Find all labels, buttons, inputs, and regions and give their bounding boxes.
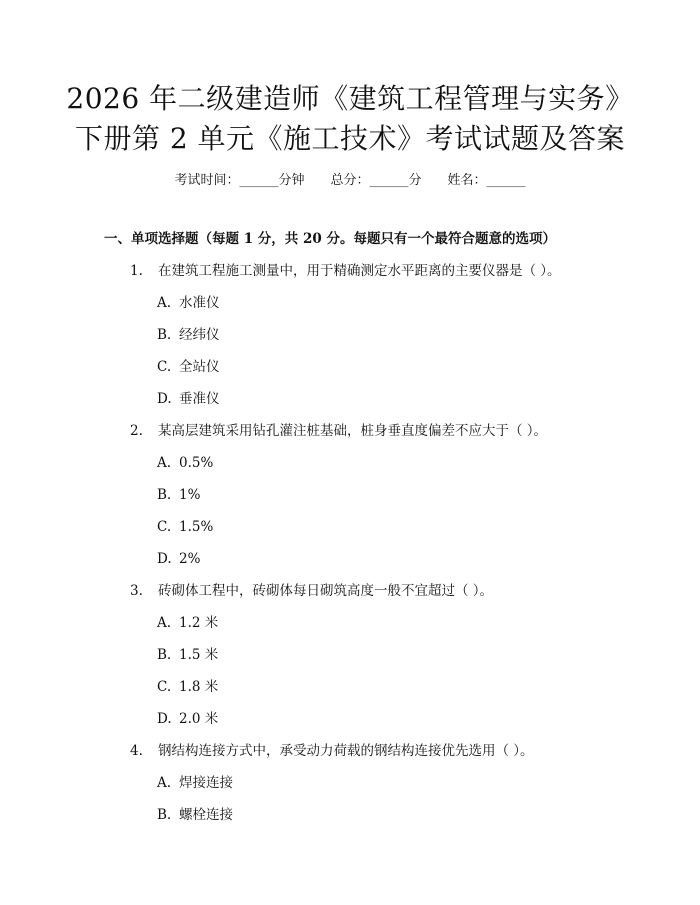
question-4 xyxy=(130,742,534,760)
option-letter: A. xyxy=(157,295,172,311)
option-letter: D. xyxy=(157,391,172,407)
option-letter: C. xyxy=(157,519,172,535)
question-2-option-a xyxy=(157,454,213,472)
question-2 xyxy=(130,422,547,440)
option-text: 1.5 米 xyxy=(179,647,219,663)
option-text: 1.5% xyxy=(179,519,214,535)
question-2-option-c xyxy=(157,518,213,536)
option-letter: A. xyxy=(157,775,172,791)
option-text: 经纬仪 xyxy=(179,327,220,343)
option-letter: B. xyxy=(157,647,172,663)
question-1-option-b xyxy=(157,326,220,344)
question-1-option-c xyxy=(157,358,220,376)
option-text: 水准仪 xyxy=(179,295,220,311)
option-text: 螺栓连接 xyxy=(179,807,233,823)
question-2-option-b xyxy=(157,486,200,504)
question-text: 某高层建筑采用钻孔灌注桩基础，桩身垂直度偏差不应大于（ ）。 xyxy=(158,423,548,439)
option-text: 1.8 米 xyxy=(179,679,219,695)
question-text: 钢结构连接方式中，承受动力荷载的钢结构连接优先选用（ ）。 xyxy=(158,743,534,759)
question-3-option-c xyxy=(157,678,218,696)
section-heading: 一、单项选择题（每题 1 分，共 20 分。每题只有一个最符合题意的选项） xyxy=(104,231,556,247)
question-number: 1. xyxy=(130,263,143,279)
page-title-line-2: 下册第 2 单元《施工技术》考试试题及答案 xyxy=(74,122,626,155)
question-4-option-b xyxy=(157,806,233,824)
option-text: 2% xyxy=(179,551,201,567)
total-score-label: 总分：______分 xyxy=(330,173,422,188)
option-letter: B. xyxy=(157,487,172,503)
option-letter: B. xyxy=(157,807,172,823)
question-number: 4. xyxy=(130,743,143,759)
question-2-option-d xyxy=(157,550,200,568)
option-text: 2.0 米 xyxy=(179,711,219,727)
option-letter: A. xyxy=(157,615,172,631)
question-4-option-a xyxy=(157,774,233,792)
question-1 xyxy=(130,262,561,280)
question-number: 2. xyxy=(130,423,143,439)
question-3-option-a xyxy=(157,614,218,632)
option-text: 全站仪 xyxy=(179,359,220,375)
student-name-label: 姓名：______ xyxy=(447,173,526,188)
option-letter: B. xyxy=(157,327,172,343)
question-1-option-a xyxy=(157,294,220,312)
question-3-option-b xyxy=(157,646,218,664)
option-letter: D. xyxy=(157,711,172,727)
question-text: 砖砌体工程中，砖砌体每日砌筑高度一般不宜超过（ ）。 xyxy=(158,583,494,599)
option-letter: D. xyxy=(157,551,172,567)
question-text: 在建筑工程施工测量中，用于精确测定水平距离的主要仪器是（ ）。 xyxy=(158,263,561,279)
option-letter: C. xyxy=(157,679,172,695)
option-letter: C. xyxy=(157,359,172,375)
option-text: 垂准仪 xyxy=(179,391,220,407)
page-title-line-1: 2026 年二级建造师《建筑工程管理与实务》 xyxy=(66,82,634,115)
option-text: 0.5% xyxy=(179,455,214,471)
option-text: 1.2 米 xyxy=(179,615,219,631)
question-3 xyxy=(130,582,493,600)
option-text: 1% xyxy=(179,487,201,503)
question-3-option-d xyxy=(157,710,218,728)
option-text: 焊接连接 xyxy=(179,775,233,791)
question-1-option-d xyxy=(157,390,220,408)
exam-meta xyxy=(0,172,700,190)
exam-time-label: 考试时间：______分钟 xyxy=(174,173,305,188)
option-letter: A. xyxy=(157,455,172,471)
question-number: 3. xyxy=(130,583,143,599)
